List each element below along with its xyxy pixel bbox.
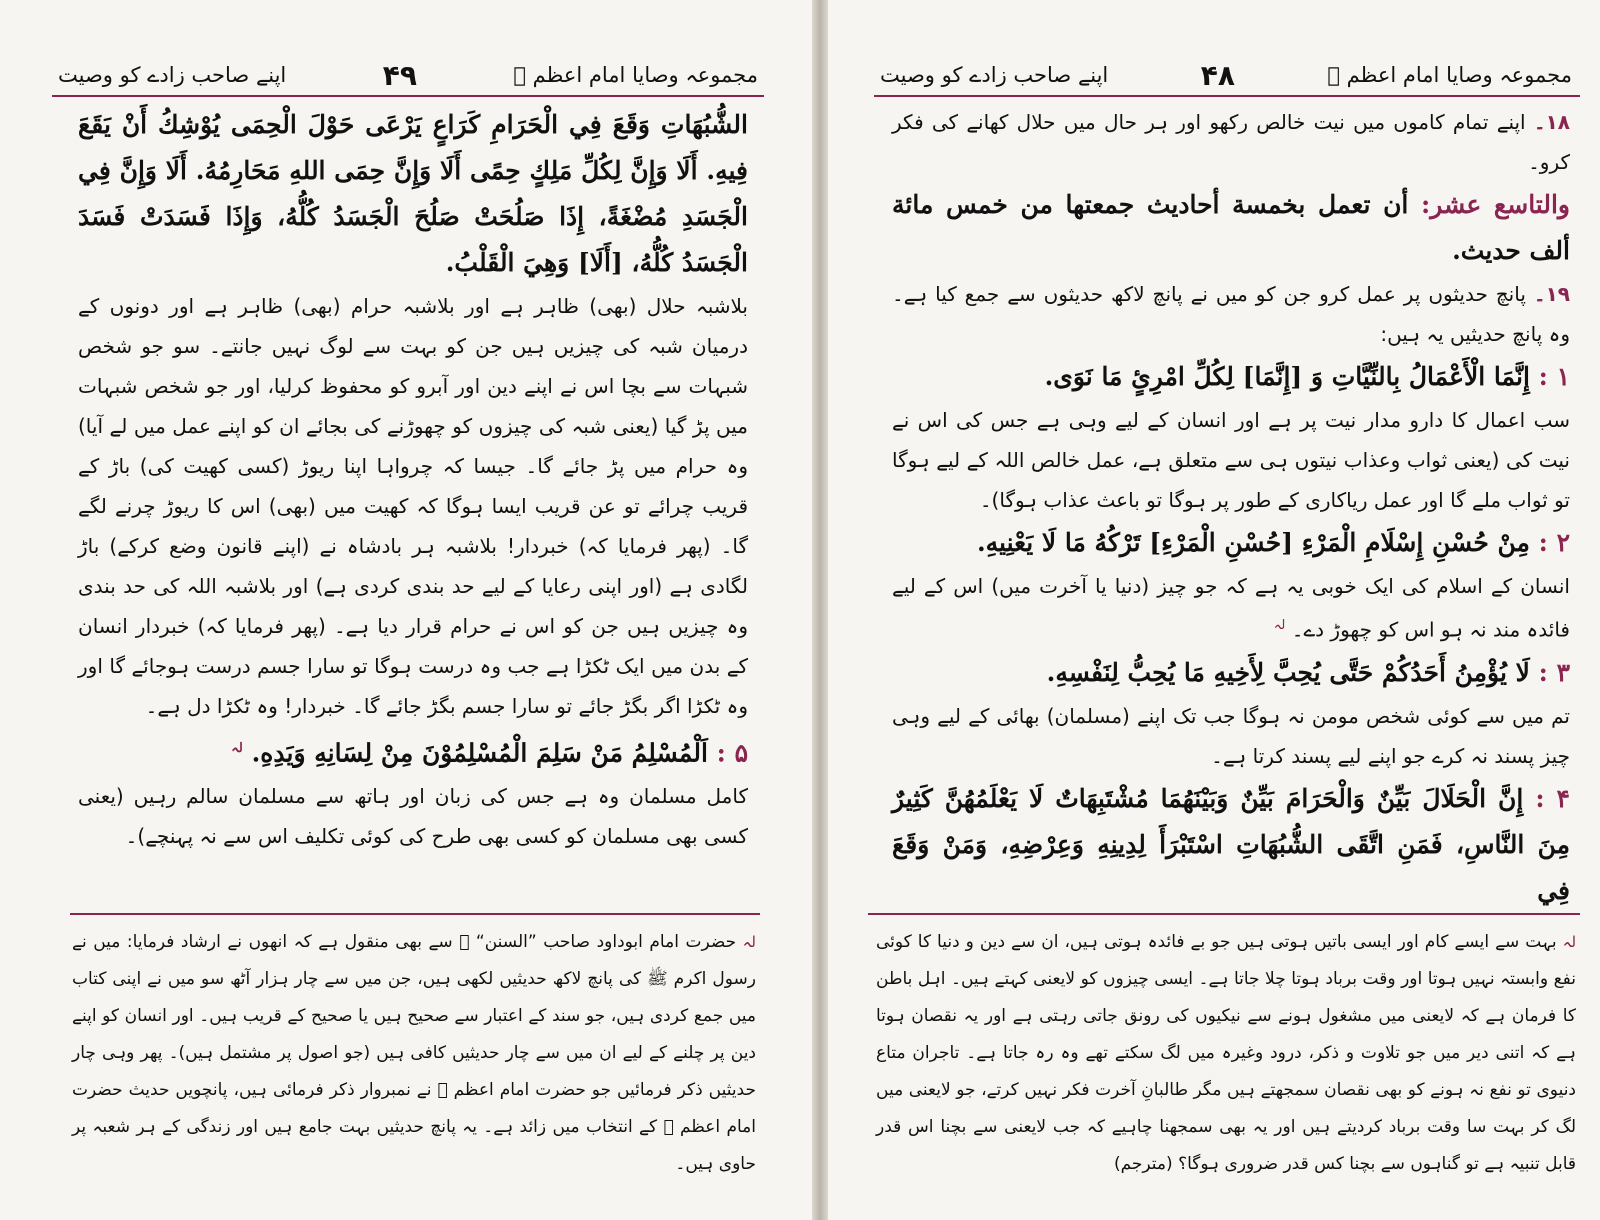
chapter-title: اپنے صاحب زادے کو وصیت bbox=[880, 63, 1109, 87]
main-text bbox=[892, 102, 1570, 914]
hadith-arabic: إِنَّ الْحَلَالَ بَيِّنٌ وَالْحَرَامَ بَيِّنٌ وَبَيْنَهُمَا مُشْتَبِهَاتٌ لَا يَعْلَمُهُنَّ كَثِيرٌ مِنَ النَّاسِ، فَمَنِ اتَّقَى الشُّبُهَاتِ اسْتَبْرَأَ لِدِينِهِ وَعِرْضِهِ، وَمَنْ وَقَعَ فِي bbox=[892, 783, 1570, 905]
hadith-4 bbox=[892, 776, 1570, 914]
hadith-arabic: اَلْمُسْلِمُ مَنْ سَلِمَ الْمُسْلِمُوْنَ مِنْ لِسَانِهِ وَيَدِهِ. bbox=[251, 738, 708, 768]
hadith-1 bbox=[892, 354, 1570, 400]
hadith-arabic: إِنَّمَا الْأَعْمَالُ بِالنِّيَّاتِ وَ [إِنَّمَا] لِكُلِّ امْرِئٍ مَا نَوَى. bbox=[1044, 362, 1530, 391]
footnote-marker: لہ bbox=[1273, 618, 1286, 633]
hadith-number: ۱ : bbox=[1538, 362, 1570, 391]
hadith-2 bbox=[892, 520, 1570, 566]
translation-text: انسان کے اسلام کی ایک خوبی یہ ہے کہ جو چیز (دنیا یا آخرت میں) اس کے لیے فائدہ مند نہ ہو اس کو چھوڑ دے۔ bbox=[892, 574, 1570, 642]
item-number: ۱۹۔ bbox=[1533, 282, 1570, 306]
footnote-text: بہت سے ایسے کام اور ایسی باتیں ہوتی ہیں جو بے فائدہ ہوتی ہیں، ان سے دین و دنیا کا کوئی نفع وابستہ نہیں ہوتا اور وقت برباد ہوتا چلا جاتا ہے۔ ایسی چیزوں کو لایعنی کہتے ہیں۔ اہل باطن کا فرمان ہے کہ لایعنی میں مشغول ہونے سے نیکیوں کی رونق جاتی رہتی ہے اور یہ نقصان ہوتا ہے کہ اتنی دیر میں جو تلاوت و ذکر، درود وغیرہ میں لگ سکتے تھے وہ رہ جاتا ہے۔ تاجران متاع دنیوی تو نفع نہ ہونے کو بھی نقصان سمجھتے ہیں مگر طالبانِ آخرت فکر نہیں کرتے، جو لایعنی میں لگ کر بہت سا وقت برباد کردیتے ہیں اور یہ بھی سمجھنا چاہیے کہ جب لایعنی سے بچنا اس قدر قابل تنبیہ ہے تو گناہوں سے بچنا کس قدر ضروری ہوگا؟ (مترجم) bbox=[876, 932, 1576, 1174]
hadith-number: ۴ : bbox=[1535, 783, 1570, 813]
book-title: مجموعہ وصایا امام اعظم ﷫ bbox=[513, 63, 758, 87]
hadith-2-translation bbox=[892, 566, 1570, 650]
hadith-1-translation: سب اعمال کا دارو مدار نیت پر ہے اور انسان کے لیے وہی ہے جس کی اس نے نیت کی (یعنی ثواب وعذاب نیتوں ہی سے متعلق ہے، عمل خالص اللہ کے لیے ہوگا تو ثواب ملے گا اور عمل ریاکاری کے طور پر ہوگا تو باعث عذاب ہوگا)۔ bbox=[892, 408, 1570, 512]
item-arabic: أن تعمل بخمسة أحاديث جمعتها من خمس مائة ألف حديث. bbox=[892, 190, 1570, 265]
item-text: اپنے تمام کاموں میں نیت خالص رکھو اور ہر حال میں حلال کھانے کی فکر کرو۔ bbox=[892, 110, 1570, 174]
hadith-5 bbox=[78, 726, 748, 776]
header-rule bbox=[874, 95, 1580, 97]
item-18 bbox=[892, 102, 1570, 182]
hadith-3-translation: تم میں سے کوئی شخص مومن نہ ہوگا جب تک اپنے (مسلمان) بھائی کے لیے وہی چیز پسند نہ کرے جو اپنے لیے پسند کرتا ہے۔ bbox=[892, 703, 1570, 768]
page-number: ۴۹ bbox=[382, 58, 417, 92]
footnote-text: حضرت امام ابوداود صاحب ”السنن“ ﷫ سے بھی منقول ہے کہ انھوں نے ارشاد فرمایا: میں نے رسول اکرم ﷺ کی پانچ لاکھ حدیثیں لکھی ہیں، جن میں سے چار ہزار آٹھ سو میں نے اپنی کتاب میں جمع کردی ہیں، جو سند کے اعتبار سے صحیح ہیں یا صحیح کے قریب ہیں۔ اور انسان کو اپنے دین پر چلنے کے لیے ان میں سے چار حدیثیں کافی ہیں (جو اصول پر مشتمل ہیں)۔ پھر وہی چار حدیثیں ذکر فرمائیں جو حضرت امام اعظم ﷫ نے نمبروار ذکر فرمائی ہیں، پانچویں حدیث حضرت امام اعظم ﷫ کے انتخاب میں زائد ہے۔ یہ پانچ حدیثیں بہت جامع ہیں اور زندگی کے ہر شعبہ پر حاوی ہیں۔ bbox=[72, 932, 756, 1174]
hadith-arabic: مِنْ حُسْنِ إِسْلَامِ الْمَرْءِ [حُسْنِ الْمَرْءِ] تَرْكُهُ مَا لَا يَعْنِيهِ. bbox=[976, 528, 1530, 557]
header-rule bbox=[52, 95, 764, 97]
item-label: والتاسع عشر: bbox=[1421, 190, 1570, 219]
urdu-translation: بلاشبہ حلال (بھی) ظاہر ہے اور بلاشبہ حرام (بھی) ظاہر ہے اور دونوں کے درمیان شبہ کی چیزیں ہیں جن کو بہت سے لوگ نہیں جانتے۔ سو جو شخص شبہات سے بچا اس نے اپنے دین اور آبرو کو محفوظ کرلیا، اور جو شخص شبہات میں پڑ گیا (یعنی شبہ کی چیزوں کو چھوڑنے کی بجائے ان کو اپنے عمل میں لے آیا) وہ حرام میں پڑ جائے گا۔ جیسا کہ چرواہا اپنا ریوڑ (کسی کھیت کی) باڑ کے قریب چرائے تو عن قریب ایسا ہوگا کہ کھیت میں (بھی) اس کا ریوڑ چرنے لگے گا۔ (پھر فرمایا کہ) خبردار! بلاشبہ ہر بادشاہ نے (اپنے قانون وضع کرکے) باڑ لگادی ہے (اور اپنی رعایا کے لیے حد بندی کردی ہے) اور بلاشبہ اللہ کی حد بندی وہ چیزیں ہیں جن کو اس نے حرام قرار دیا ہے۔ (پھر فرمایا کہ) خبردار انسان کے بدن میں ایک ٹکڑا ہے جب وہ درست ہوگا تو سارا جسم درست ہوجائے گا اور وہ ٹکڑا اگر بگڑ جائے تو سارا جسم بگڑ جائے گا۔ خبردار! وہ ٹکڑا دل ہے۔ bbox=[78, 294, 748, 718]
running-head bbox=[58, 58, 758, 92]
footnote-rule bbox=[868, 913, 1580, 915]
book-gutter bbox=[812, 0, 828, 1220]
chapter-title: اپنے صاحب زادے کو وصیت bbox=[58, 63, 287, 87]
book-title: مجموعہ وصایا امام اعظم ﷫ bbox=[1327, 63, 1572, 87]
arabic-hadith-continuation: الشُّبُهَاتِ وَقَعَ فِي الْحَرَامِ كَرَاعٍ يَرْعَى حَوْلَ الْحِمَى يُوْشِكُ أَنْ يَقَعَ فِيهِ. أَلَا وَإِنَّ لِكُلِّ مَلِكٍ حِمًى أَلَا وَإِنَّ حِمَى اللهِ مَحَارِمُهُ. أَلَا وَإِنَّ فِي الْجَسَدِ مُضْغَةً، إِذَا صَلُحَتْ صَلُحَ الْجَسَدُ كُلُّهُ، وَإِذَا فَسَدَتْ فَسَدَ الْجَسَدُ كُلُّهُ، [أَلَا] وَهِيَ الْقَلْبُ. bbox=[78, 110, 748, 277]
footnote-marker: لہ bbox=[231, 741, 243, 756]
footnote-rule bbox=[70, 913, 760, 915]
footnote bbox=[72, 924, 756, 1183]
hadith-number: ۳ : bbox=[1538, 657, 1570, 687]
hadith-number: ۵ : bbox=[716, 738, 748, 768]
item-19 bbox=[892, 274, 1570, 354]
item-text: پانچ حدیثوں پر عمل کرو جن کو میں نے پانچ لاکھ حدیثوں سے جمع کیا ہے۔ وہ پانچ حدیثیں یہ ہیں: bbox=[892, 282, 1570, 346]
hadith-arabic: لَا يُؤْمِنُ أَحَدُكُمْ حَتَّى يُحِبَّ لِأَخِيهِ مَا يُحِبُّ لِنَفْسِهِ. bbox=[1046, 657, 1530, 687]
footnote-marker: لہ bbox=[742, 933, 756, 951]
footnote bbox=[876, 924, 1576, 1183]
hadith-3 bbox=[892, 650, 1570, 696]
page-48 bbox=[828, 0, 1600, 1220]
hadith-number: ۲ : bbox=[1538, 528, 1570, 557]
item-19-arabic bbox=[892, 182, 1570, 274]
footnote-marker: لہ bbox=[1562, 933, 1577, 951]
page-number: ۴۸ bbox=[1200, 58, 1235, 92]
hadith-5-translation: کامل مسلمان وہ ہے جس کی زبان اور ہاتھ سے مسلمان سالم رہیں (یعنی کسی بھی مسلمان کو کسی بھی طرح کی کوئی تکلیف اس سے نہ پہنچے)۔ bbox=[78, 784, 748, 849]
running-head bbox=[880, 58, 1572, 92]
main-text bbox=[78, 102, 748, 856]
item-number: ۱۸۔ bbox=[1533, 110, 1570, 134]
